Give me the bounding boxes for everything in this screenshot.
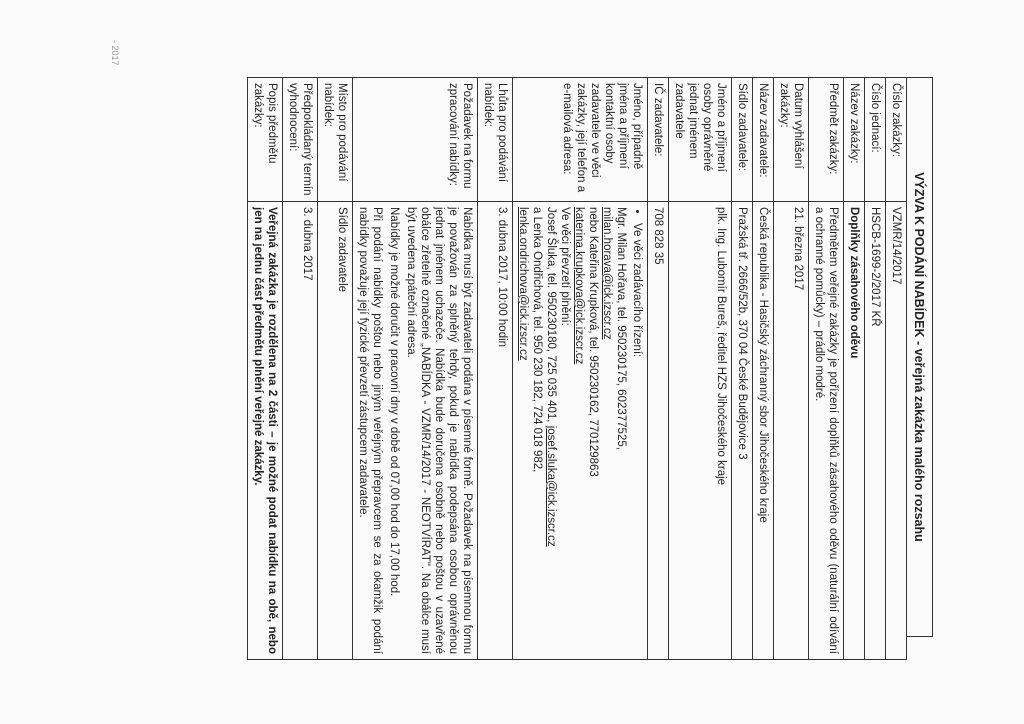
row-label: Datum vyhlášení zakázky: (774, 78, 809, 202)
document-title: VÝZVA K PODÁNÍ NABÍDEK - veřejná zakázka malého rozsahu (907, 77, 933, 637)
table-row (513, 78, 648, 660)
contact-line: Ve věci převzetí plnění: (559, 207, 571, 326)
table-row (248, 78, 283, 660)
contract-number: VZMR/14/2017 (886, 202, 907, 660)
authorized-person: plk. Ing. Lubomír Bureš, ředitel HZS Jihočeského kraje (669, 202, 732, 660)
row-label: Lhůta pro podávání nabídek: (478, 78, 513, 202)
table-row (753, 78, 774, 660)
tender-info-table (247, 77, 907, 660)
table-row (886, 78, 907, 660)
row-label: IČ zadavatele: (648, 78, 669, 202)
table-row (865, 78, 886, 660)
contracting-authority-address: Pražská tř. 2666/52b, 370 04 České Budějovice 3 (732, 202, 753, 660)
contact-line: a Lenka Ondřichová, tel. 950 230 182, 724 018 982, (531, 207, 543, 473)
table-row (353, 78, 478, 660)
row-label: Číslo jednací: (865, 78, 886, 202)
tender-document (91, 77, 933, 654)
table-row (732, 78, 753, 660)
row-label: Jméno a příjmení osoby oprávněné jednat jménem zadavatele (669, 78, 732, 202)
table-row (283, 78, 318, 660)
row-label: Předmět zakázky: (809, 78, 844, 202)
table-row (478, 78, 513, 660)
email-link[interactable]: josef.sluka@ick.izscr.cz (545, 425, 557, 547)
table-row (809, 78, 844, 660)
row-label: Název zadavatele: (753, 78, 774, 202)
table-row (774, 78, 809, 660)
offer-form-requirements (353, 202, 478, 660)
announcement-date: 21. března 2017 (774, 202, 809, 660)
row-label: Jméno, případně jména a příjmení kontaktní osoby zadavatele ve věci zakázky, její telefon a e-mailová adresa: (513, 78, 648, 202)
contract-description: Veřejná zakázka je rozdělena na 2 části – je možné podat nabídku na obě, nebo jen na jednu část předmětu plnění veřejné zakázky. (248, 202, 283, 660)
table-row (648, 78, 669, 660)
evaluation-date: 3. dubna 2017 (283, 202, 318, 660)
row-label: Sídlo zadavatele: (732, 78, 753, 202)
reference-number: HSCB-1699-2/2017 KŘ (865, 202, 886, 660)
paragraph: Nabídka musí být zadavateli podána v písemné formě. Požadavek na písemnou formu je považován za splněný tehdy, pokud je nabídka podepsána osobou oprávněnou jednat jménem uchazeče. Nabídka bude doručena osobně nebo poštou v uzavřené obálce zřetelně označené „NABÍDKA - VZMR/14/2017 - NEOTVÍRAT". Na obálce musí být uvedena zpáteční adresa. (405, 207, 473, 654)
paragraph: Při podání nabídky poštou nebo jiným veřejným přepravcem se za okamžik podání nabídky považuje její fyzické převzetí zástupcem zadavatele. (357, 207, 383, 654)
page-footer-mark: - 2017 (110, 40, 120, 66)
row-label: Název zakázky: (844, 78, 865, 202)
table-row (844, 78, 865, 660)
submission-deadline: 3. dubna 2017, 10:00 hodin (478, 202, 513, 660)
paragraph: Nabídky je možné doručit v pracovní dny v době od 07,00 hod do 17,00 hod. (388, 207, 400, 597)
table-row (318, 78, 353, 660)
row-label: Číslo zakázky: (886, 78, 907, 202)
row-label: Popis předmětu zakázky: (248, 78, 283, 202)
company-id: 708 828 35 (648, 202, 669, 660)
contracting-authority-name: Česká republika - Hasičský záchranný sbor Jihočeského kraje (753, 202, 774, 660)
email-link[interactable]: milan.horava@ick.izscr.cz (601, 207, 613, 340)
contact-list (630, 207, 644, 654)
contact-persons (513, 202, 648, 660)
contact-line (544, 207, 558, 654)
contact-bullet: • Ve věci zadávacího řízení: (630, 223, 644, 654)
row-label: Předpokládaný termín vyhodnocení: (283, 78, 318, 202)
email-link[interactable]: katerina.krupkova@ick.izscr.cz (573, 207, 585, 365)
row-label: Požadavek na formu zpracování nabídky: (353, 78, 478, 202)
submission-place: Sídlo zadavatele (318, 202, 353, 660)
contact-line: Mgr. Milan Hořava, tel. 950230175, 602377525, (615, 207, 627, 450)
table-row (669, 78, 732, 660)
contract-subject: Předmětem veřejné zakázky je pořízení doplňků zásahového oděvu (naturální odívání a ochranné pomůcky) – prádlo modré. (809, 202, 844, 660)
contact-text: Josef Šluka, tel. 950230180, 725 035 401, (545, 207, 557, 423)
email-link[interactable]: lenka.ondrichova@ick.izscr.cz (517, 207, 529, 361)
contact-line: nebo Kateřina Krupková, tel. 950230162, 770129863 (587, 207, 599, 477)
row-label: Místo pro podávání nabídek: (318, 78, 353, 202)
contract-name: Doplňky zásahového oděvu (844, 202, 865, 660)
